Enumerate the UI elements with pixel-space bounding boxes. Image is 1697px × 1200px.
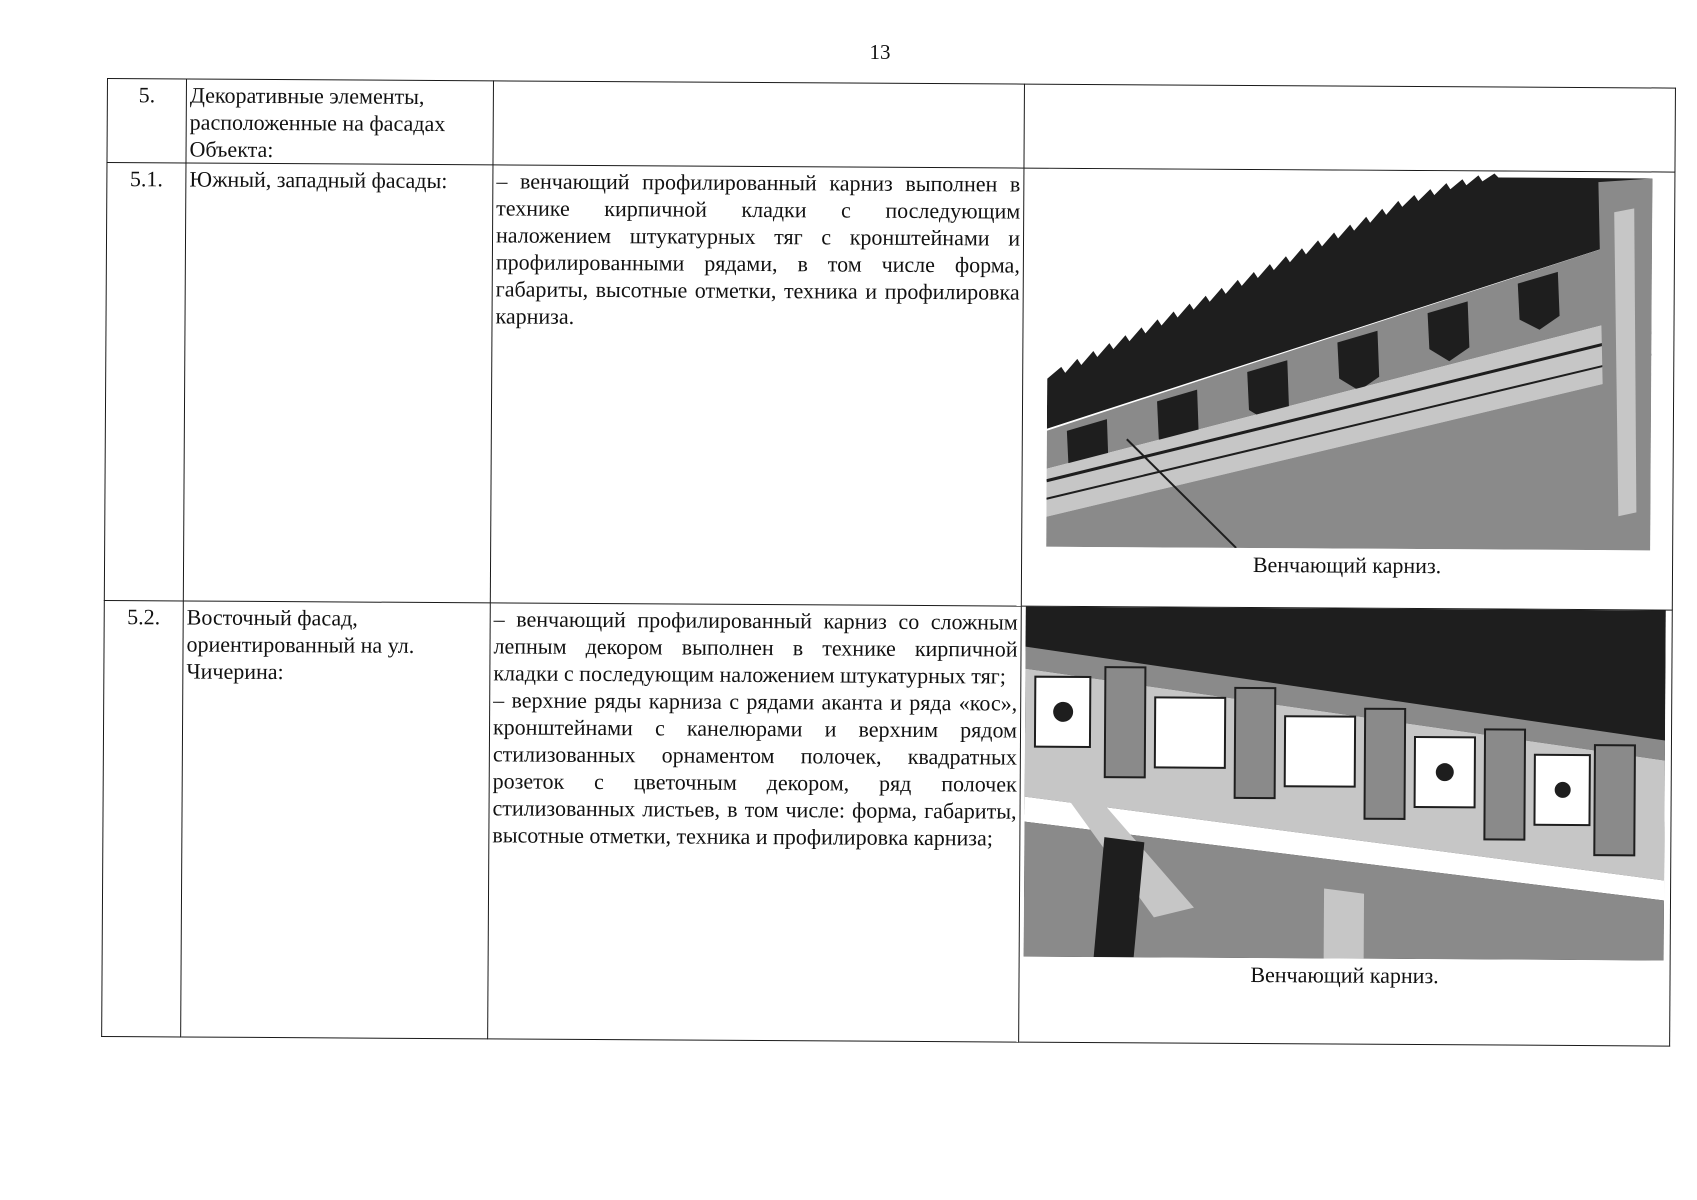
photo-caption: Венчающий карниз. — [1250, 962, 1439, 989]
cornice-photo-south-west — [1046, 169, 1652, 551]
element-photo-cell — [1021, 168, 1675, 610]
description-paragraph: – верхние ряды карниза с рядами аканта и ряда «кос», кронштейнами с канелюрами и верхним рядом стилизованных орнаментом полочек, квадратных розеток с цветочным декором, ряд полочек стилизованных листьев, в том числе: форма, габариты, высотные отметки, техника и профилировка карниза; — [492, 687, 1018, 851]
photo-caption: Венчающий карниз. — [1252, 552, 1442, 579]
row-number: 5.1. — [104, 163, 186, 601]
element-photo-cell — [1019, 606, 1673, 1046]
element-description — [493, 81, 1025, 168]
row-number: 5.2. — [102, 600, 184, 1036]
element-description — [490, 165, 1024, 606]
protected-elements-table — [101, 78, 1676, 1047]
page-number: 13 — [869, 40, 891, 64]
description-paragraph: – венчающий профилированный карниз выполнен в технике кирпичной кладки с последующим наложением штукатурных тяг с кронштейнами и профилированными рядами, в том числе форма, габариты, высотные отметки, техника и профилировка карниза. — [495, 168, 1021, 329]
description-paragraph: – венчающий профилированный карниз со сложным лепным декором выполнен в технике кирпичной кладки с последующим наложением штукатурных тяг; — [493, 606, 1018, 689]
element-description — [488, 603, 1022, 1042]
element-photo-cell — [1024, 84, 1676, 172]
element-name: Декоративные элементы, расположенные на фасадах Объекта: — [186, 79, 494, 165]
table-row — [107, 79, 1675, 173]
element-name: Восточный фасад, ориентированный на ул. Чичерина: — [181, 601, 491, 1039]
table-row — [102, 600, 1673, 1046]
table-row — [104, 163, 1675, 611]
row-number: 5. — [107, 79, 187, 163]
cornice-photo-east — [1024, 607, 1666, 961]
element-name: Южный, западный фасады: — [183, 163, 493, 603]
